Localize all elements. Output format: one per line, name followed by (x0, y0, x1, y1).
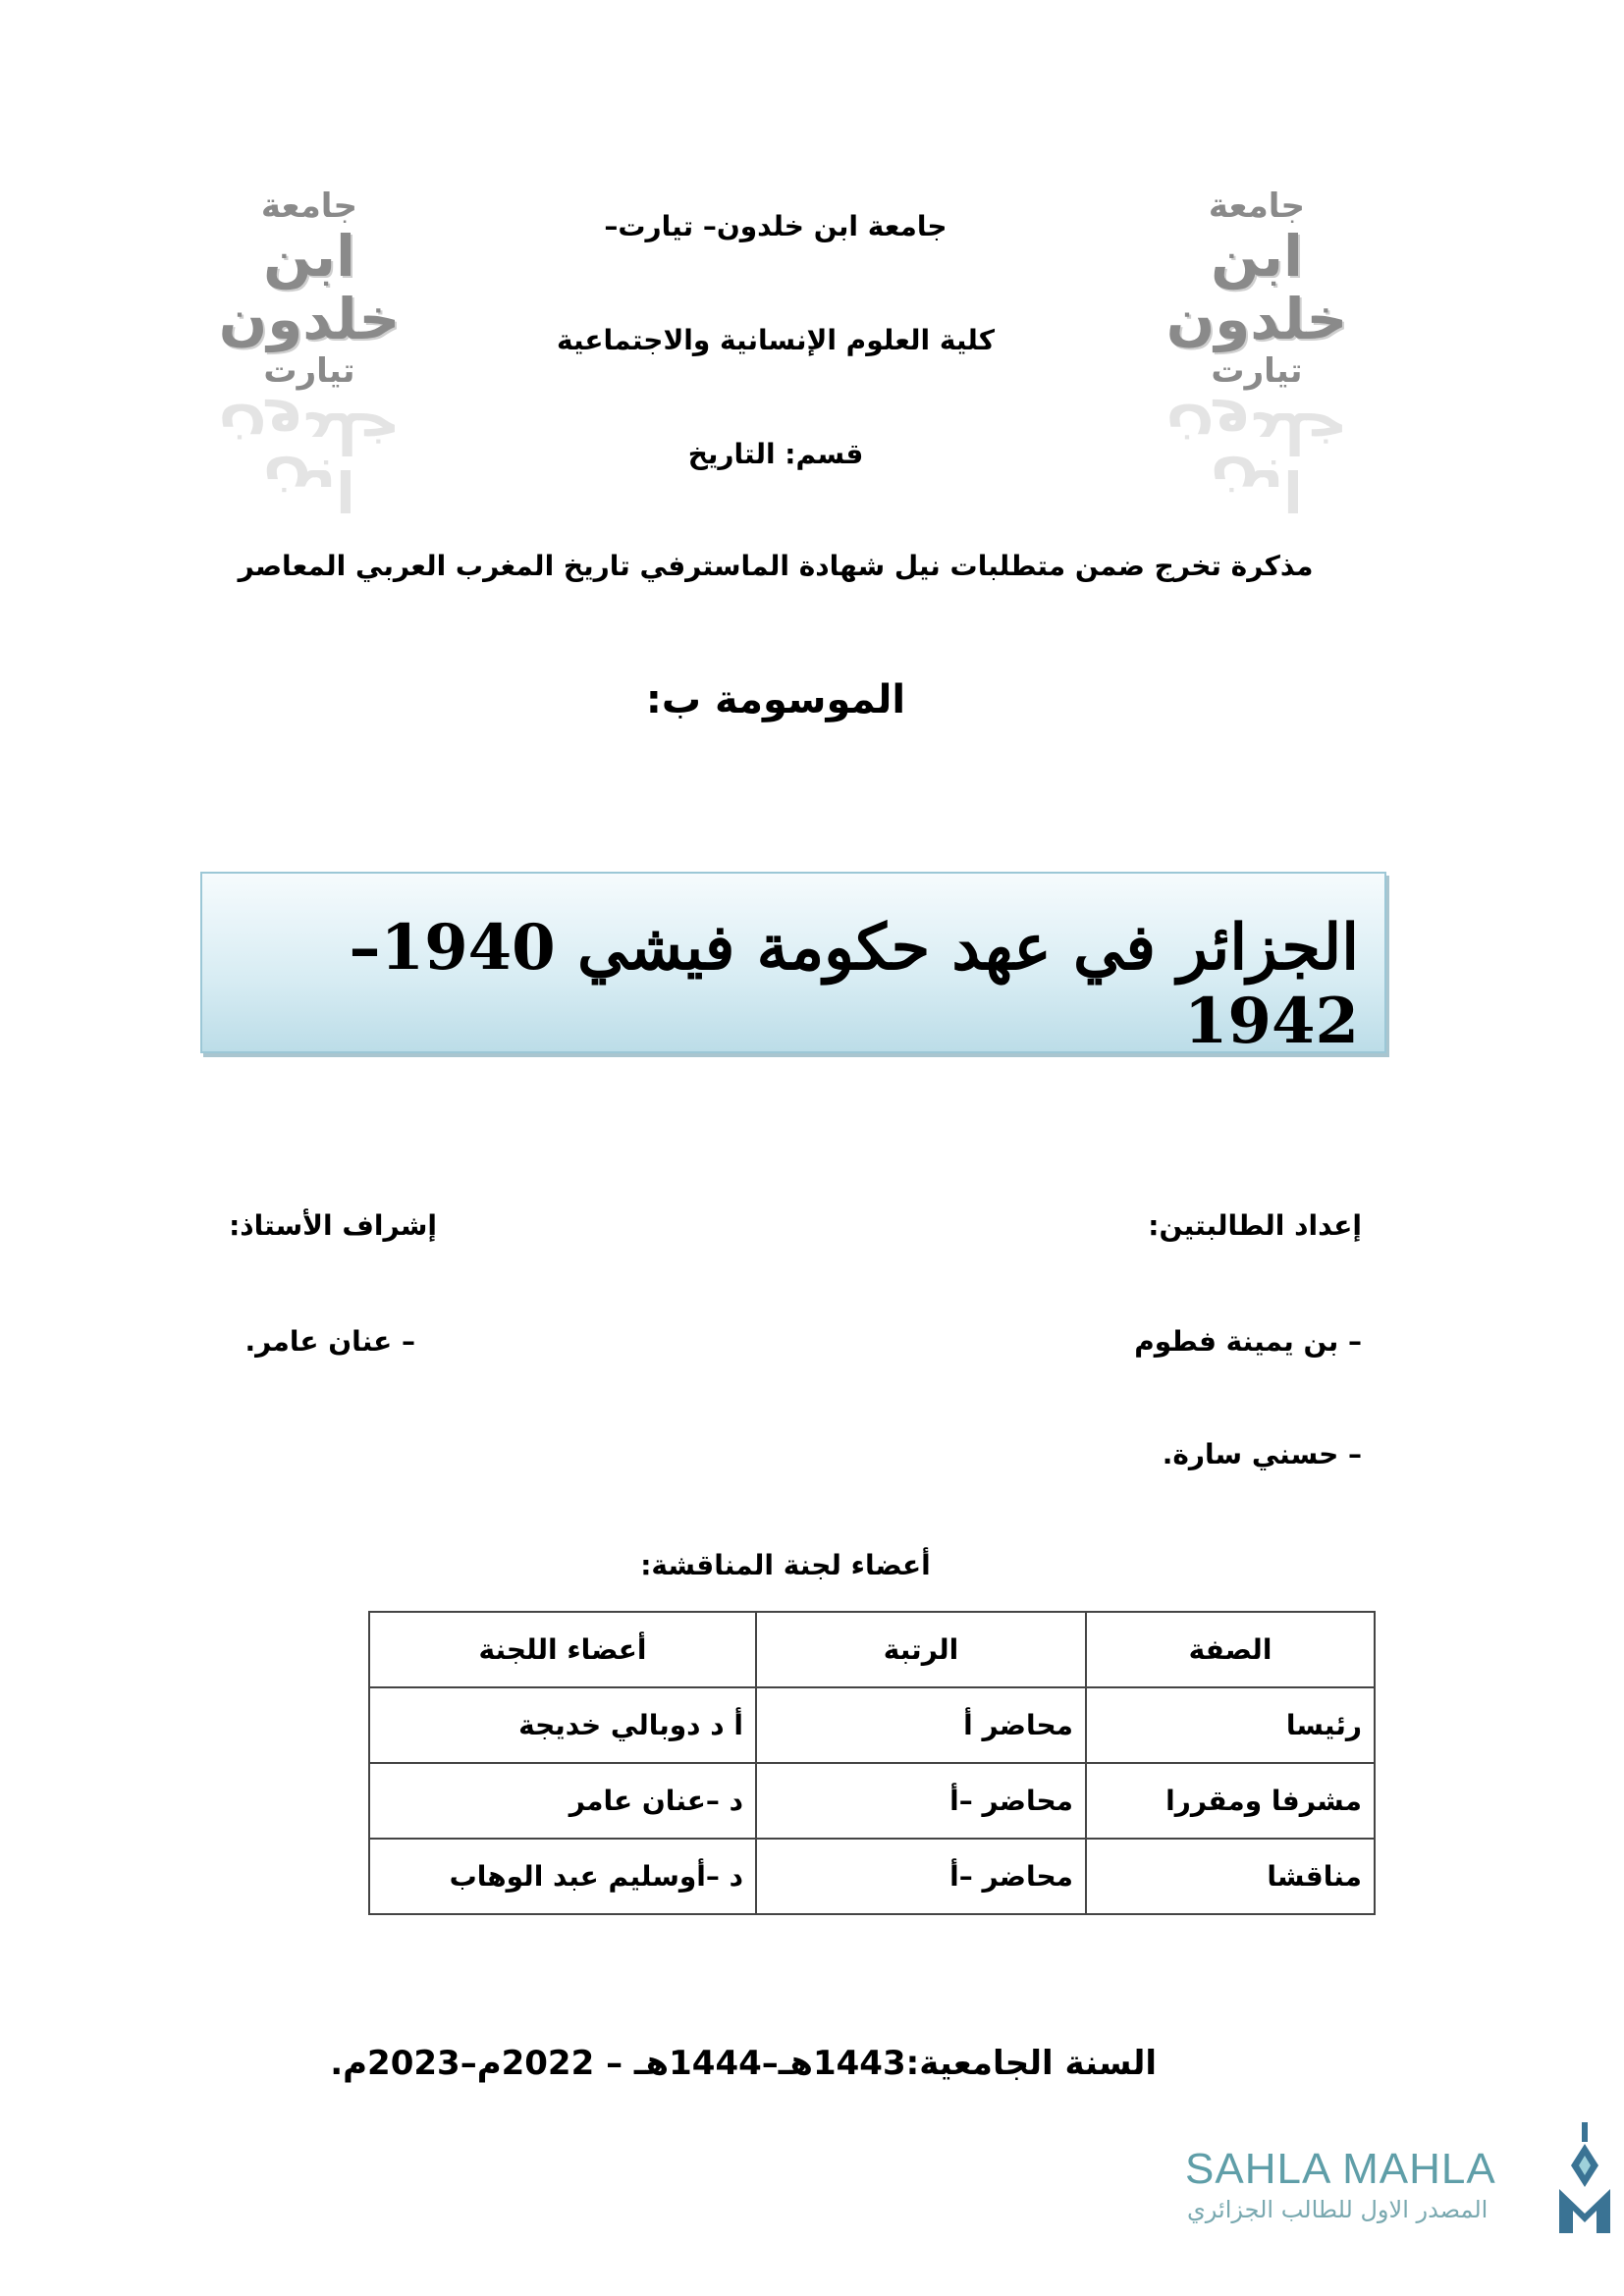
watermark-tagline: المصدر الاول للطالب الجزائري (1187, 2196, 1489, 2223)
table-cell: مشرفا ومقررا (1086, 1763, 1375, 1839)
student-name: – بن يمينة فطوم (1134, 1325, 1362, 1358)
logo-text: جامعة (1208, 187, 1306, 226)
academic-year: السنة الجامعية:1443هـ–1444هـ – 2022م–2023م. (330, 2044, 1157, 2083)
student-name: – حسني سارة. (1162, 1438, 1362, 1470)
thesis-title-box (200, 872, 1386, 1058)
table-cell: محاضر –أ (756, 1839, 1086, 1914)
sahla-mahla-logo-icon (1551, 2120, 1620, 2238)
table-row (369, 1839, 1375, 1914)
column-header: أعضاء اللجنة (369, 1612, 756, 1687)
faculty-name: كلية العلوم الإنسانية والاجتماعية (557, 324, 995, 356)
logo-reflection: ابن خلدون (1165, 399, 1348, 523)
logo-text: ابن خلدون (1165, 223, 1348, 352)
table-cell: محاضر أ (756, 1687, 1086, 1763)
university-name: جامعة ابن خلدون– تيارت– (604, 210, 947, 242)
watermark-brand: SAHLA MAHLA (1185, 2145, 1496, 2193)
table-cell: رئيسا (1086, 1687, 1375, 1763)
logo-text: تيارت (263, 350, 355, 391)
logo-reflection: ابن خلدون (218, 399, 401, 523)
committee-table (368, 1611, 1376, 1915)
university-logo-right (1139, 177, 1375, 523)
committee-heading: أعضاء لجنة المناقشة: (640, 1549, 931, 1581)
supervisor-name: – عنان عامر. (244, 1325, 415, 1358)
logo-text: جامعة (260, 187, 358, 226)
table-cell: د –عنان عامر (369, 1763, 756, 1839)
table-cell: مناقشا (1086, 1839, 1375, 1914)
sahla-mahla-watermark (1185, 2145, 1597, 2223)
memo-description: مذكرة تخرج ضمن متطلبات نيل شهادة الماسترفي تاريخ المغرب العربي المعاصر (238, 550, 1314, 582)
table-row (369, 1763, 1375, 1839)
department-name: قسم: التاريخ (687, 438, 864, 470)
table-cell: د –أوسليم عبد الوهاب (369, 1839, 756, 1914)
university-logo-left (191, 177, 427, 523)
titled-label: الموسومة ب: (645, 677, 906, 722)
logo-text: ابن خلدون (218, 223, 401, 352)
table-cell: أ د دوبالي خديجة (369, 1687, 756, 1763)
column-header: الصفة (1086, 1612, 1375, 1687)
supervisor-label: إشراف الأستاذ: (229, 1209, 437, 1242)
table-row (369, 1687, 1375, 1763)
thesis-title: الجزائر في عهد حكومة فيشي 1940–1942 (349, 911, 1359, 1058)
column-header: الرتبة (756, 1612, 1086, 1687)
table-cell: محاضر –أ (756, 1763, 1086, 1839)
logo-text: تيارت (1211, 350, 1303, 391)
students-label: إعداد الطالبتين: (1148, 1209, 1362, 1242)
table-header-row (369, 1612, 1375, 1687)
